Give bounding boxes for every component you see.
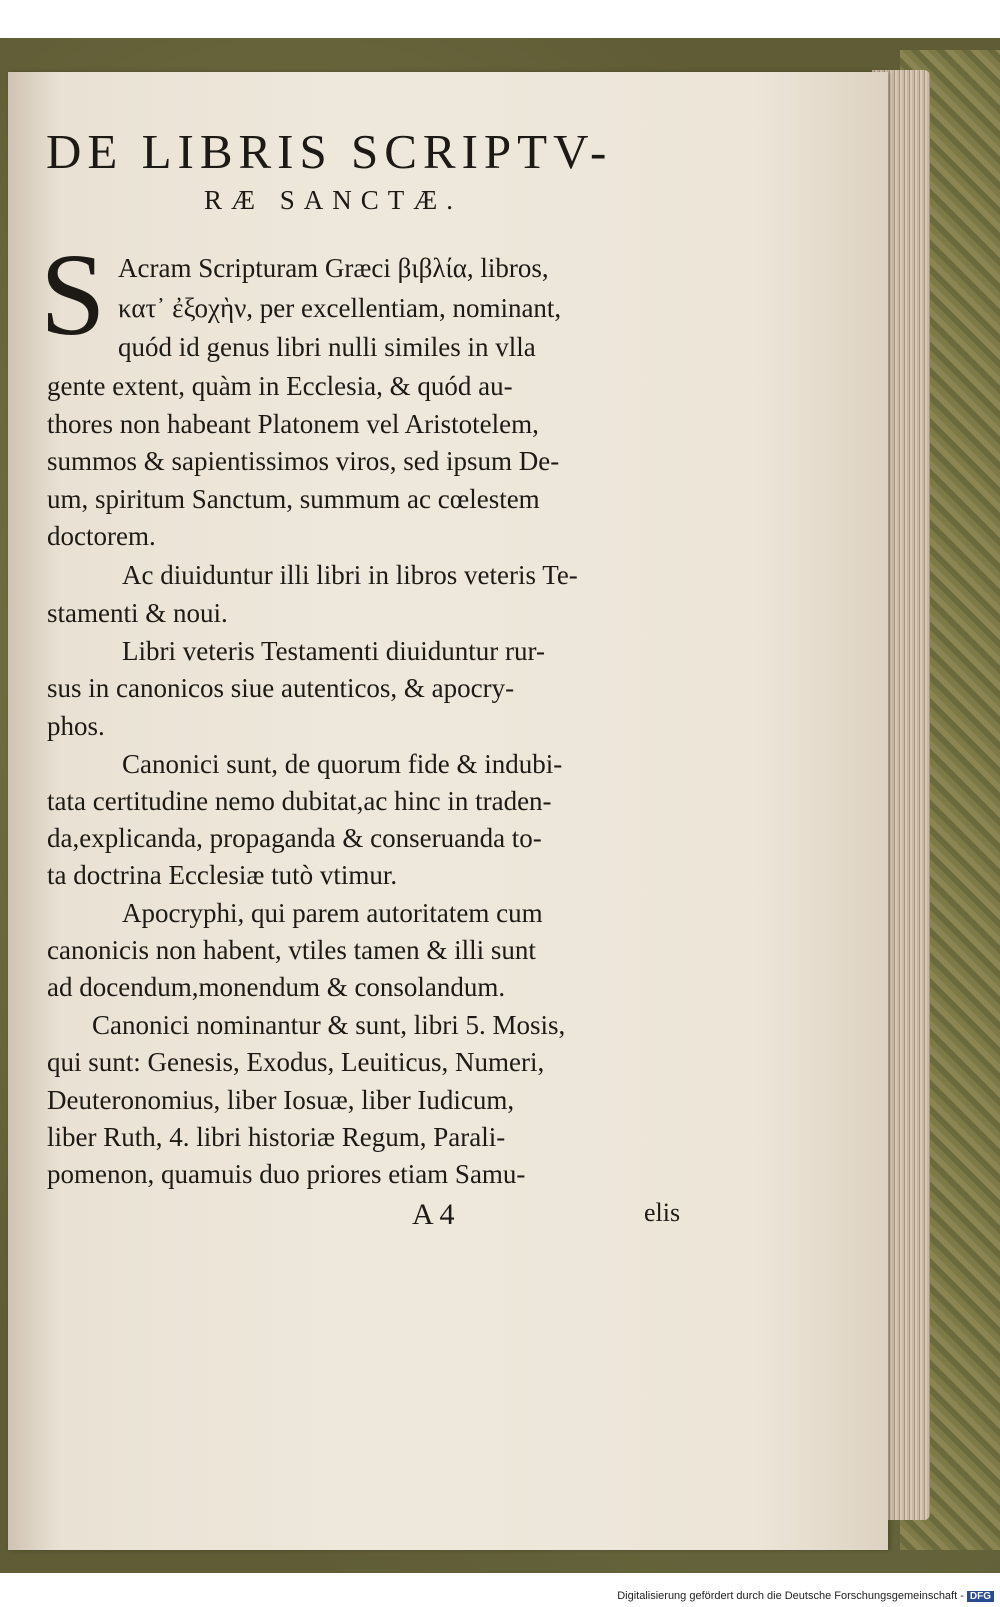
text-line: thores non habeant Platonem vel Aristotelem, xyxy=(47,409,539,439)
catchword: elis xyxy=(644,1198,681,1227)
text-line: sus in canonicos siue autenticos, & apocry- xyxy=(47,673,515,703)
text-line: liber Ruth, 4. libri historiæ Regum, Parali- xyxy=(47,1122,506,1152)
text-line: pomenon, quamuis duo priores etiam Samu- xyxy=(47,1159,526,1189)
text-line: ta doctrina Ecclesiæ tutò vtimur. xyxy=(47,860,398,890)
text-line: Deuteronomius, liber Iosuæ, liber Iudicum, xyxy=(47,1085,515,1115)
text-line: phos. xyxy=(47,711,105,741)
text-line: Libri veteris Testamenti diuiduntur rur- xyxy=(122,636,545,666)
text-line: tata certitudine nemo dubitat,ac hinc in traden- xyxy=(47,786,552,816)
text-line: stamenti & noui. xyxy=(47,598,228,628)
text-line: ad docendum,monendum & consolandum. xyxy=(47,972,506,1002)
text-line: Acram Scripturam Græci βιβλία, libros, xyxy=(118,253,549,283)
text-line: Canonici nominantur & sunt, libri 5. Mosis, xyxy=(92,1010,566,1040)
drop-initial: S xyxy=(40,229,106,360)
text-line: quód id genus libri nulli similes in vlla xyxy=(118,332,536,362)
signature-mark: A 4 xyxy=(412,1198,455,1231)
text-line: Canonici sunt, de quorum fide & indubi- xyxy=(122,749,563,779)
text-line: canonicis non habent, vtiles tamen & illi sunt xyxy=(47,935,536,965)
page-title: DE LIBRIS SCRIPTV- xyxy=(46,124,613,179)
text-line: κατ᾽ ἐξοχὴν, per excellentiam, nominant, xyxy=(118,293,562,323)
text-line: summos & sapientissimos viros, sed ipsum De- xyxy=(47,446,560,476)
digitization-credit xyxy=(617,1590,994,1602)
text-line: doctorem. xyxy=(47,521,156,551)
credit-text: Digitalisierung gefördert durch die Deutsche Forschungsgemeinschaft - xyxy=(617,1590,964,1602)
text-line: Apocryphi, qui parem autoritatem cum xyxy=(122,898,543,928)
page-subtitle: RÆ SANCTÆ. xyxy=(204,185,463,215)
text-line: um, spiritum Sanctum, summum ac cœlestem xyxy=(47,484,540,514)
text-line: gente extent, quàm in Ecclesia, & quód au- xyxy=(47,371,513,401)
text-line: qui sunt: Genesis, Exodus, Leuiticus, Numeri, xyxy=(47,1047,545,1077)
text-line: da,explicanda, propaganda & conseruanda to- xyxy=(47,823,542,853)
dfg-logo: DFG xyxy=(967,1591,994,1602)
text-line: Ac diuiduntur illi libri in libros veteris Te- xyxy=(122,560,578,590)
